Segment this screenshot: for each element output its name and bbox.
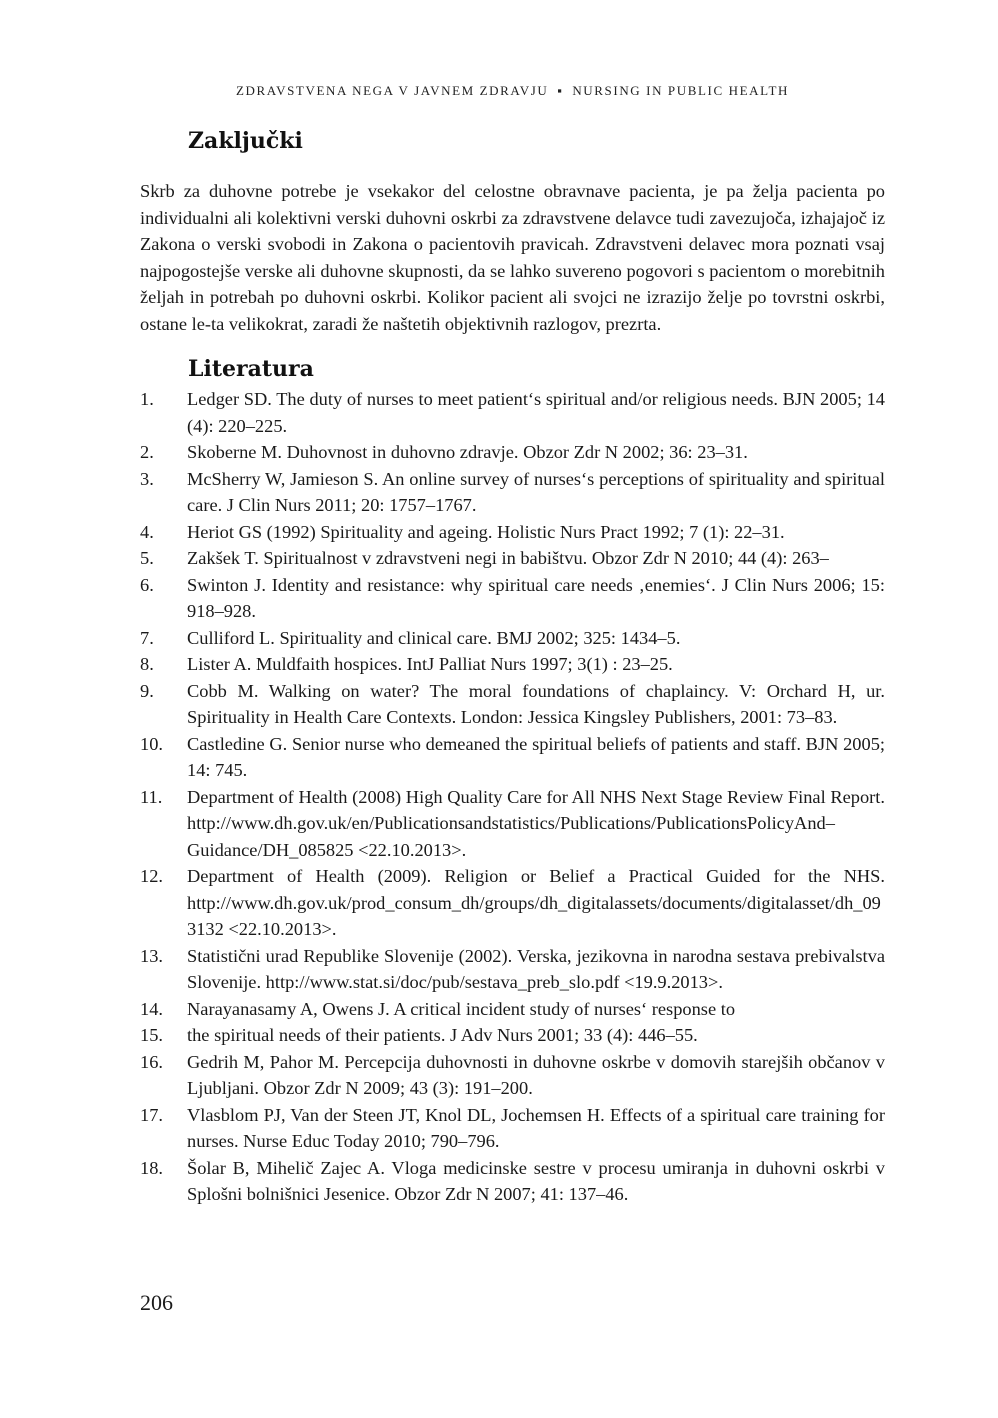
reference-text: the spiritual needs of their patients. J Adv Nurs 2001; 33 (4): 446–55. <box>187 1025 698 1045</box>
reference-item <box>140 943 885 996</box>
reference-number: 17. <box>140 1104 163 1125</box>
reference-item <box>140 996 885 1023</box>
reference-number: 8. <box>140 654 154 674</box>
reference-text: Zakšek T. Spiritualnost v zdravstveni negi in babištvu. Obzor Zdr N 2010; 44 (4): 263– <box>187 548 829 568</box>
reference-item <box>140 545 885 572</box>
reference-text: Ledger SD. The duty of nurses to meet patient‘s spiritual and/or religious needs. BJN 2005; 14 (4): 220–225. <box>187 389 885 436</box>
reference-item <box>140 1102 885 1155</box>
reference-item <box>140 731 885 784</box>
conclusions-paragraph: Skrb za duhovne potrebe je vsekakor del celostne obravnave pacienta, je pa želja pacienta po individualni ali kolektivni verski duhovni oskrbi za zdravstvene delavce tudi zavezujoča, izhajajoč iz Zakona o verski svobodi in Zakona o pacientovih pravicah. Zdravstveni delavec mora poznati vsaj najpogostejše verske ali duhovne skupnosti, da se lahko suvereno pogovori s pacientom o morebitnih željah in potrebah po duhovni oskrbi. Kolikor pacient ali svojci ne izrazijo želje po tovrstni oskrbi, ostane le-ta velikokrat, zaradi že naštetih objektivnih razlogov, prezrta. <box>140 181 885 334</box>
reference-item <box>140 519 885 546</box>
reference-text: Department of Health (2009). Religion or Belief a Practical Guided for the NHS. http://www.dh.gov.uk/prod_consum_dh/groups/dh_digitalassets/documents/digitalasset/dh_093132 <22.10.2013>. <box>187 866 885 939</box>
reference-text: Skoberne M. Duhovnost in duhovno zdravje. Obzor Zdr N 2002; 36: 23–31. <box>187 442 748 462</box>
reference-number: 2. <box>140 442 154 462</box>
reference-item <box>140 625 885 652</box>
reference-text: McSherry W, Jamieson S. An online survey of nurses‘s perceptions of spirituality and spiritual care. J Clin Nurs 2011; 20: 1757–1767. <box>187 468 885 515</box>
reference-item <box>140 784 885 864</box>
reference-number: 6. <box>140 574 154 595</box>
reference-item <box>140 863 885 943</box>
header-separator: ▪ <box>557 83 564 98</box>
reference-number: 3. <box>140 468 154 489</box>
reference-number: 10. <box>140 733 163 754</box>
reference-text: Heriot GS (1992) Spirituality and ageing. Holistic Nurs Pract 1992; 7 (1): 22–31. <box>187 521 785 542</box>
page-number: 206 <box>140 1290 173 1315</box>
reference-text: Gedrih M, Pahor M. Percepcija duhovnosti in duhovne oskrbe v domovih starejših občanov v Ljubljani. Obzor Zdr N 2009; 43 (3): 191–200. <box>187 1051 885 1098</box>
references-list <box>140 386 885 1208</box>
reference-number: 9. <box>140 680 154 701</box>
header-journal-slovenian: ZDRAVSTVENA NEGA V JAVNEM ZDRAVJU <box>236 83 549 98</box>
reference-item <box>140 439 885 466</box>
reference-number: 18. <box>140 1157 163 1178</box>
reference-item <box>140 1022 885 1049</box>
running-header <box>140 83 885 99</box>
reference-number: 15. <box>140 1025 163 1045</box>
reference-text: Narayanasamy A, Owens J. A critical incident study of nurses‘ response to <box>187 998 736 1019</box>
reference-text: Cobb M. Walking on water? The moral foundations of chaplaincy. V: Orchard H, ur. Spirituality in Health Care Contexts. London: Jessica Kingsley Publishers, 2001: 73–83. <box>187 680 885 727</box>
header-journal-english: NURSING IN PUBLIC HEALTH <box>572 83 789 98</box>
reference-number: 4. <box>140 521 154 542</box>
reference-text: Lister A. Muldfaith hospices. IntJ Palliat Nurs 1997; 3(1) : 23–25. <box>187 654 673 674</box>
reference-text: Culliford L. Spirituality and clinical care. BMJ 2002; 325: 1434–5. <box>187 627 681 648</box>
reference-item <box>140 572 885 625</box>
reference-item <box>140 651 885 678</box>
reference-text: Swinton J. Identity and resistance: why spiritual care needs ‚enemies‘. J Clin Nurs 2006; 15: 918–928. <box>187 574 885 621</box>
reference-number: 1. <box>140 389 154 409</box>
conclusions-heading: Zaključki <box>188 128 303 154</box>
reference-item <box>140 678 885 731</box>
reference-number: 16. <box>140 1051 163 1072</box>
reference-number: 7. <box>140 627 154 648</box>
reference-item <box>140 1049 885 1102</box>
reference-text: Department of Health (2008) High Quality Care for All NHS Next Stage Review Final Report. http://www.dh.gov.uk/en/Publicationsandstatistics/Publications/PublicationsPolicyAnd–Guidance/DH_085825 <22.10.2013>. <box>187 786 885 860</box>
reference-number: 12. <box>140 866 163 886</box>
reference-number: 14. <box>140 998 163 1019</box>
reference-number: 13. <box>140 945 163 966</box>
reference-number: 11. <box>140 786 163 807</box>
reference-text: Statistični urad Republike Slovenije (2002). Verska, jezikovna in narodna sestava prebivalstva Slovenije. http://www.stat.si/doc/pub/sestava_preb_slo.pdf <19.9.2013>. <box>187 945 885 992</box>
reference-number: 5. <box>140 548 154 568</box>
reference-item <box>140 1155 885 1208</box>
reference-item <box>140 386 885 439</box>
reference-text: Vlasblom PJ, Van der Steen JT, Knol DL, Jochemsen H. Effects of a spiritual care training for nurses. Nurse Educ Today 2010; 790–796. <box>187 1104 885 1151</box>
reference-text: Šolar B, Mihelič Zajec A. Vloga medicinske sestre v procesu umiranja in duhovni oskrbi v Splošni bolnišnici Jesenice. Obzor Zdr N 2007; 41: 137–46. <box>187 1157 885 1204</box>
references-heading: Literatura <box>188 356 314 382</box>
reference-item <box>140 466 885 519</box>
reference-text: Castledine G. Senior nurse who demeaned the spiritual beliefs of patients and staff. BJN 2005; 14: 745. <box>187 733 885 780</box>
